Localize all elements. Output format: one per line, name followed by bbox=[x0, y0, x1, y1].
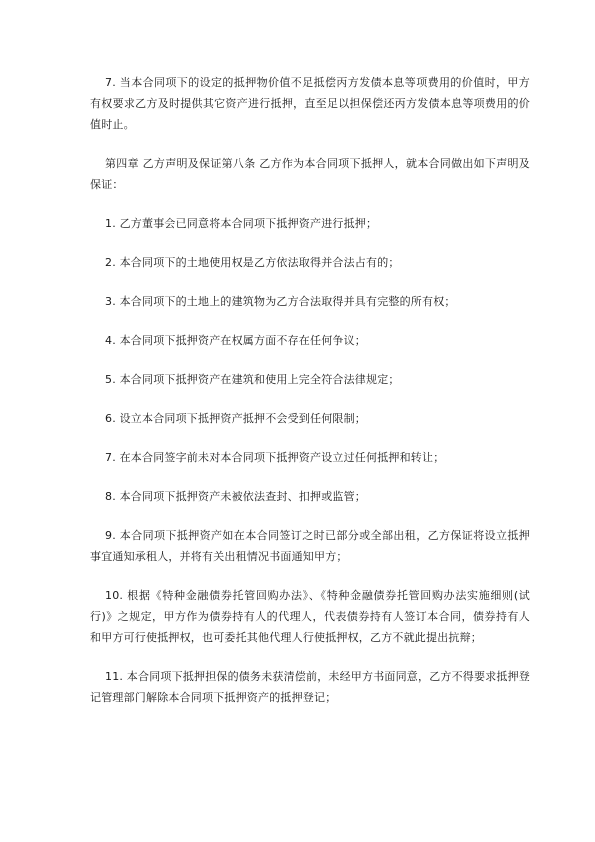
list-item: 9. 本合同项下抵押资产如在本合同签订之时已部分或全部出租，乙方保证将设立抵押事宜通知承租人，并将有关出租情况书面通知甲方； bbox=[90, 529, 530, 563]
list-item: 3. 本合同项下的土地上的建筑物为乙方合法取得并具有完整的所有权； bbox=[105, 295, 456, 308]
list-item: 5. 本合同项下抵押资产在建筑和使用上完全符合法律规定； bbox=[105, 373, 400, 386]
list-item: 6. 设立本合同项下抵押资产抵押不会受到任何限制； bbox=[105, 412, 366, 425]
list-item: 7. 在本合同签字前未对本合同项下抵押资产设立过任何抵押和转让； bbox=[105, 451, 445, 464]
list-item: 10. 根据《特种金融债券托管回购办法》、《特种金融债券托管回购办法实施细则(试行)》之规定，甲方作为债券持有人的代理人，代表债券持有人签订本合同，债券持有人和甲方可行使抵押权，也可委托其他代理人行使抵押权，乙方不就此提出抗辩； bbox=[90, 589, 530, 644]
list-item: 1. 乙方董事会已同意将本合同项下抵押资产进行抵押； bbox=[105, 217, 378, 230]
list-item: 2. 本合同项下的土地使用权是乙方依法取得并合法占有的； bbox=[105, 256, 400, 269]
document-body bbox=[90, 72, 530, 726]
chapter-heading-paragraph: 第四章 乙方声明及保证第八条 乙方作为本合同项下抵押人，就本合同做出如下声明及保证： bbox=[90, 157, 530, 191]
clause-paragraph: 7. 当本合同项下的设定的抵押物价值不足抵偿丙方发债本息等项费用的价值时，甲方有权要求乙方及时提供其它资产进行抵押，直至足以担保偿还丙方发债本息等项费用的价值时止。 bbox=[90, 76, 530, 131]
list-item: 4. 本合同项下抵押资产在权属方面不存在任何争议； bbox=[105, 334, 366, 347]
list-item: 8. 本合同项下抵押资产未被依法查封、扣押或监管； bbox=[105, 490, 366, 503]
list-item: 11. 本合同项下抵押担保的债务未获清偿前，未经甲方书面同意，乙方不得要求抵押登记管理部门解除本合同项下抵押资产的抵押登记； bbox=[90, 670, 530, 704]
